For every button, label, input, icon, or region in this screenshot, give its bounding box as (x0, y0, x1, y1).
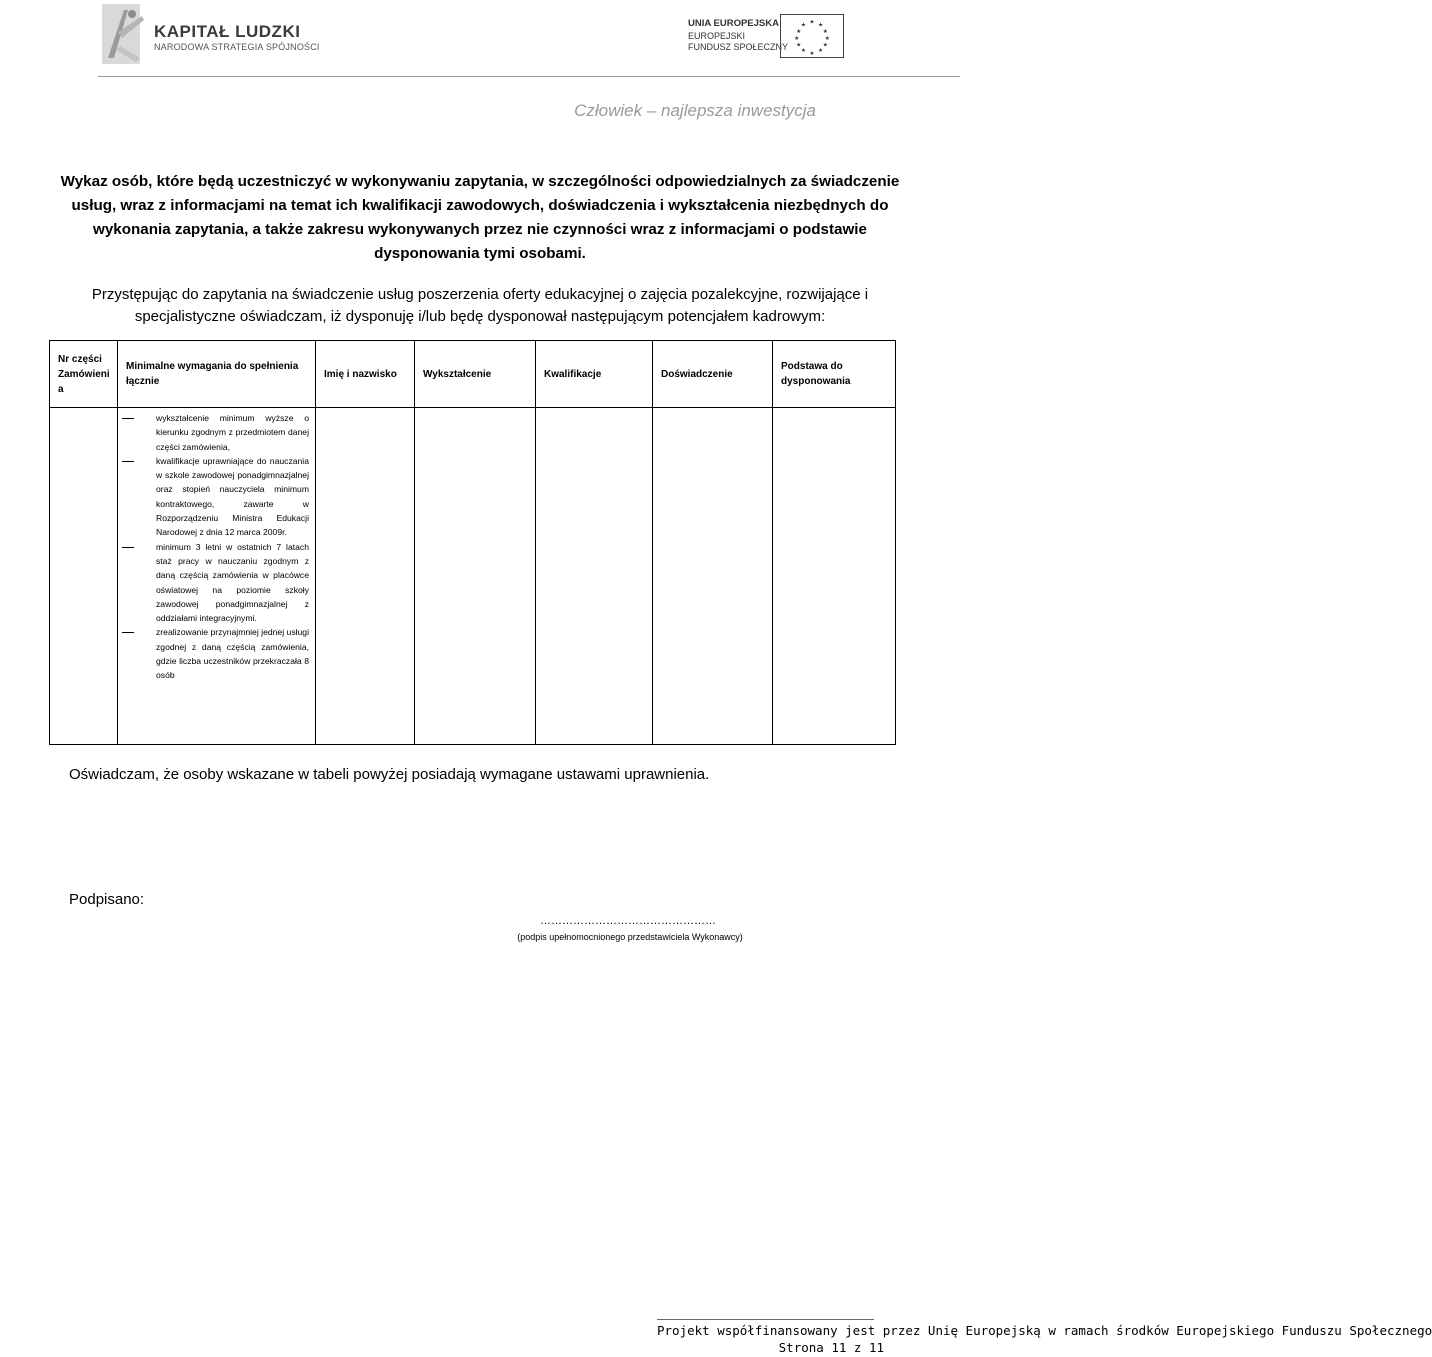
table-row (50, 408, 896, 745)
requirements-list (118, 408, 315, 683)
list-item: zrealizowanie przynajmniej jednej usługi zgodnej z daną częścią zamówienia, gdzie liczba uczestników przekraczała 8 osób (156, 627, 309, 681)
signed-label: Podpisano: (69, 891, 145, 908)
kapital-ludzki-title: KAPITAŁ LUDZKI (154, 22, 301, 41)
eu-logo-line-2: EUROPEJSKI (688, 31, 746, 41)
svg-text:★: ★ (800, 22, 806, 29)
eu-logo-line-3: FUNDUSZ SPOŁECZNY (688, 42, 789, 52)
staff-table (49, 340, 896, 745)
list-item: minimum 3 letni w ostatnich 7 latach staż pracy w nauczaniu zgodnym z daną częścią zamówienia w placówce oświatowej na poziomie szkoły zawodowej ponadgimnazjalnej z oddziałami integracyjnymi. (156, 541, 309, 624)
kapital-ludzki-logo (98, 2, 320, 68)
signature-caption: (podpis upełnomocnionego przedstawiciela Wykonawcy) (517, 932, 743, 942)
svg-text:★: ★ (809, 51, 815, 58)
svg-text:★: ★ (794, 35, 800, 42)
eu-logo (684, 12, 850, 62)
svg-text:★: ★ (796, 29, 802, 36)
footer-text: Projekt współfinansowany jest przez Unię Europejską w ramach środków Europejskiego Funduszu Społecznego (657, 1323, 1432, 1338)
col-header-basis: Podstawa do dysponowania (773, 341, 896, 408)
svg-text:★: ★ (809, 19, 815, 26)
page-number: Strona 11 z 11 (778, 1340, 884, 1355)
footer-divider (657, 1319, 874, 1320)
table-header-row (50, 341, 896, 408)
cell-education[interactable] (415, 408, 536, 745)
svg-text:★: ★ (818, 48, 824, 55)
statement-text: Oświadczam, że osoby wskazane w tabeli powyżej posiadają wymagane ustawami uprawnienia. (69, 766, 710, 783)
svg-text:★: ★ (796, 42, 802, 49)
kapital-ludzki-emblem-icon (98, 2, 148, 66)
document-title: Wykaz osób, które będą uczestniczyć w wykonywaniu zapytania, w szczególności odpowiedzialnych za świadczenie usług, wraz z informacjami na temat ich kwalifikacji zawodowych, doświadczenia i wykształcenia niezbędnych do wykonania zapytania, a także zakresu wykonywanych przez nie czynności wraz z informacjami o podstawie dysponowania tymi osobami. (60, 173, 900, 262)
svg-text:★: ★ (824, 35, 830, 42)
cell-basis[interactable] (773, 408, 896, 745)
eu-logo-line-1: UNIA EUROPEJSKA (688, 18, 779, 29)
col-header-experience: Doświadczenie (653, 341, 773, 408)
col-header-name: Imię i nazwisko (316, 341, 415, 408)
slogan: Człowiek – najlepsza inwestycja (574, 101, 816, 120)
cell-requirements (118, 408, 316, 745)
kapital-ludzki-subtitle: NARODOWA STRATEGIA SPÓJNOŚCI (154, 42, 320, 52)
col-header-part-number: Nr części Zamówieni a (50, 341, 118, 408)
cell-name[interactable] (316, 408, 415, 745)
cell-part-number[interactable] (50, 408, 118, 745)
list-item: wykształcenie minimum wyższe o kierunku zgodnym z przedmiotem danej części zamówienia, (156, 413, 309, 452)
signature-line[interactable]: ………………………………………… (540, 915, 716, 927)
col-header-requirements: Minimalne wymagania do spełnienia łącznie (118, 341, 316, 408)
svg-text:★: ★ (818, 22, 824, 29)
col-header-qualifications: Kwalifikacje (536, 341, 653, 408)
svg-text:★: ★ (822, 42, 828, 49)
eu-flag-icon (780, 14, 844, 58)
list-item: kwalifikacje uprawniające do nauczania w szkole zawodowej ponadgimnazjalnej oraz stopień nauczyciela minimum kontraktowego, zawarte w Rozporządzeniu Ministra Edukacji Narodowej z dnia 12 marca 2009r. (156, 455, 309, 538)
svg-text:★: ★ (822, 29, 828, 36)
svg-text:★: ★ (800, 48, 806, 55)
cell-experience[interactable] (653, 408, 773, 745)
col-header-education: Wykształcenie (415, 341, 536, 408)
header-divider (98, 76, 960, 77)
intro-paragraph: Przystępując do zapytania na świadczenie usług poszerzenia oferty edukacyjnej o zajęcia pozalekcyjne, rozwijające i specjalistyczne oświadczam, iż dysponuję i/lub będę dysponował następującym potencjałem kadrowym: (91, 286, 869, 325)
cell-qualifications[interactable] (536, 408, 653, 745)
